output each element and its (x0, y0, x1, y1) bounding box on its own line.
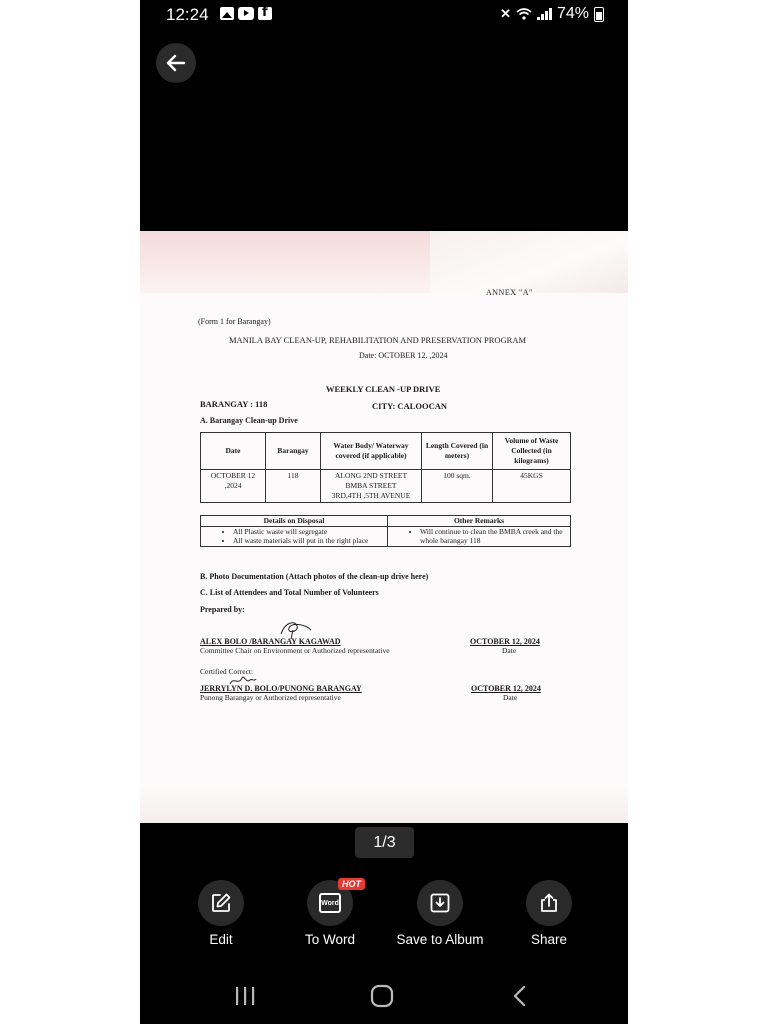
action-bar (140, 880, 628, 950)
barangay-label: BARANGAY : 118 (200, 399, 268, 409)
col-header-volume: Volume of Waste Collected (in kilograms) (493, 433, 571, 470)
col-header-barangay: Barangay (266, 433, 321, 470)
col-header-date: Date (201, 433, 266, 470)
recent-apps-button[interactable] (225, 982, 265, 1010)
list-item: • Will continue to clean the BMBA creek and the whole barangay 118 (420, 527, 566, 546)
gallery-icon (220, 7, 234, 20)
cell-length: 100 sqm. (422, 470, 493, 503)
back-nav-button[interactable] (500, 982, 540, 1010)
list-item: • All waste materials will put in the right place (233, 536, 383, 546)
status-bar (140, 0, 628, 30)
water-line-3: 3RD,4TH ,5TH AVENUE (331, 491, 411, 500)
to-word-label: To Word (304, 932, 356, 947)
list-item: • All Plastic waste will segregate (233, 527, 383, 537)
scanned-document (140, 231, 628, 823)
cell-barangay: 118 (266, 470, 321, 503)
water-line-1: ALONG 2ND STREET (334, 471, 408, 480)
signatory-1-name: ALEX BOLO /BARANGAY KAGAWAD (200, 637, 341, 646)
edit-button-circle (198, 880, 244, 926)
signatory-2-date-label: Date (503, 693, 518, 702)
facebook-icon (258, 7, 272, 20)
hot-badge: HOT (338, 878, 365, 890)
section-c-heading: C. List of Attendees and Total Number of Volunteers (200, 588, 379, 597)
document-viewer[interactable] (140, 231, 628, 823)
annex-label: ANNEX "A" (486, 288, 533, 297)
share-button-circle (526, 880, 572, 926)
wifi-icon (516, 8, 532, 20)
mute-icon: ✕ (500, 6, 511, 21)
cleanup-table (200, 432, 571, 503)
to-word-button[interactable] (275, 880, 385, 947)
share-label: Share (530, 932, 568, 947)
chevron-left-icon (512, 985, 528, 1007)
save-to-album-label: Save to Album (396, 932, 484, 947)
header-other-remarks: Other Remarks (388, 516, 571, 527)
recent-apps-icon (233, 986, 257, 1006)
signatory-2-role: Punong Barangay or Authorized representative (200, 693, 341, 702)
certified-correct-label: Certified Correct: (200, 667, 254, 676)
battery-icon (594, 7, 604, 22)
cell-water-body (321, 470, 422, 503)
status-time: 12:24 (166, 5, 209, 24)
other-remarks (388, 526, 571, 546)
signatory-2-name: JERRYLYN D. BOLO/PUNONG BARANGAY (200, 684, 362, 693)
signatory-2-date: OCTOBER 12, 2024 (471, 684, 541, 693)
col-header-length: Length Covered (in meters) (422, 433, 493, 470)
download-icon (429, 892, 451, 914)
col-header-water-body: Water Body/ Waterway covered (if applicable) (321, 433, 422, 470)
system-status (500, 5, 604, 23)
city-label: CITY: CALOOCAN (372, 401, 448, 411)
disposal-table (200, 515, 571, 547)
form-label: (Form 1 for Barangay) (198, 317, 271, 326)
edit-button[interactable] (166, 880, 276, 947)
signatory-1-date-label: Date (502, 646, 517, 655)
signatory-1-role: Committee Chair on Environment or Authorized representative (200, 646, 390, 655)
page-indicator: 1/3 (355, 827, 414, 858)
edit-icon (210, 892, 232, 914)
word-icon: Word (319, 893, 341, 913)
signal-icon (537, 8, 552, 20)
water-line-2: BMBA STREET (345, 481, 397, 490)
notification-icons (220, 7, 272, 20)
program-title: MANILA BAY CLEAN-UP, REHABILITATION AND PRESERVATION PROGRAM (229, 335, 527, 345)
home-icon (370, 984, 394, 1008)
system-navigation-bar (140, 970, 628, 1024)
share-icon (538, 892, 560, 914)
to-word-button-circle (307, 879, 361, 926)
section-b-heading: B. Photo Documentation (Attach photos of the clean-up drive here) (200, 572, 429, 581)
cell-volume: 45KGS (493, 470, 571, 503)
youtube-icon (238, 7, 254, 20)
table-row (201, 470, 571, 503)
save-to-album-button[interactable] (385, 880, 495, 947)
arrow-left-icon (165, 52, 187, 74)
disposal-details (201, 526, 388, 546)
header-details-on-disposal: Details on Disposal (201, 516, 388, 527)
section-a-heading: A. Barangay Clean-up Drive (200, 416, 298, 425)
prepared-by-label: Prepared by: (200, 605, 245, 614)
signatory-1-date: OCTOBER 12, 2024 (470, 637, 540, 646)
edit-label: Edit (209, 932, 233, 947)
phone-screen (140, 0, 628, 1024)
cell-date: OCTOBER 12 ,2024 (201, 470, 266, 503)
document-date: Date: OCTOBER 12. ,2024 (359, 351, 448, 360)
back-button[interactable] (156, 43, 196, 83)
battery-percent: 74% (556, 5, 589, 22)
drive-title: WEEKLY CLEAN -UP DRIVE (326, 384, 441, 394)
share-button[interactable] (494, 880, 604, 947)
home-button[interactable] (362, 982, 402, 1010)
save-to-album-button-circle (417, 880, 463, 926)
